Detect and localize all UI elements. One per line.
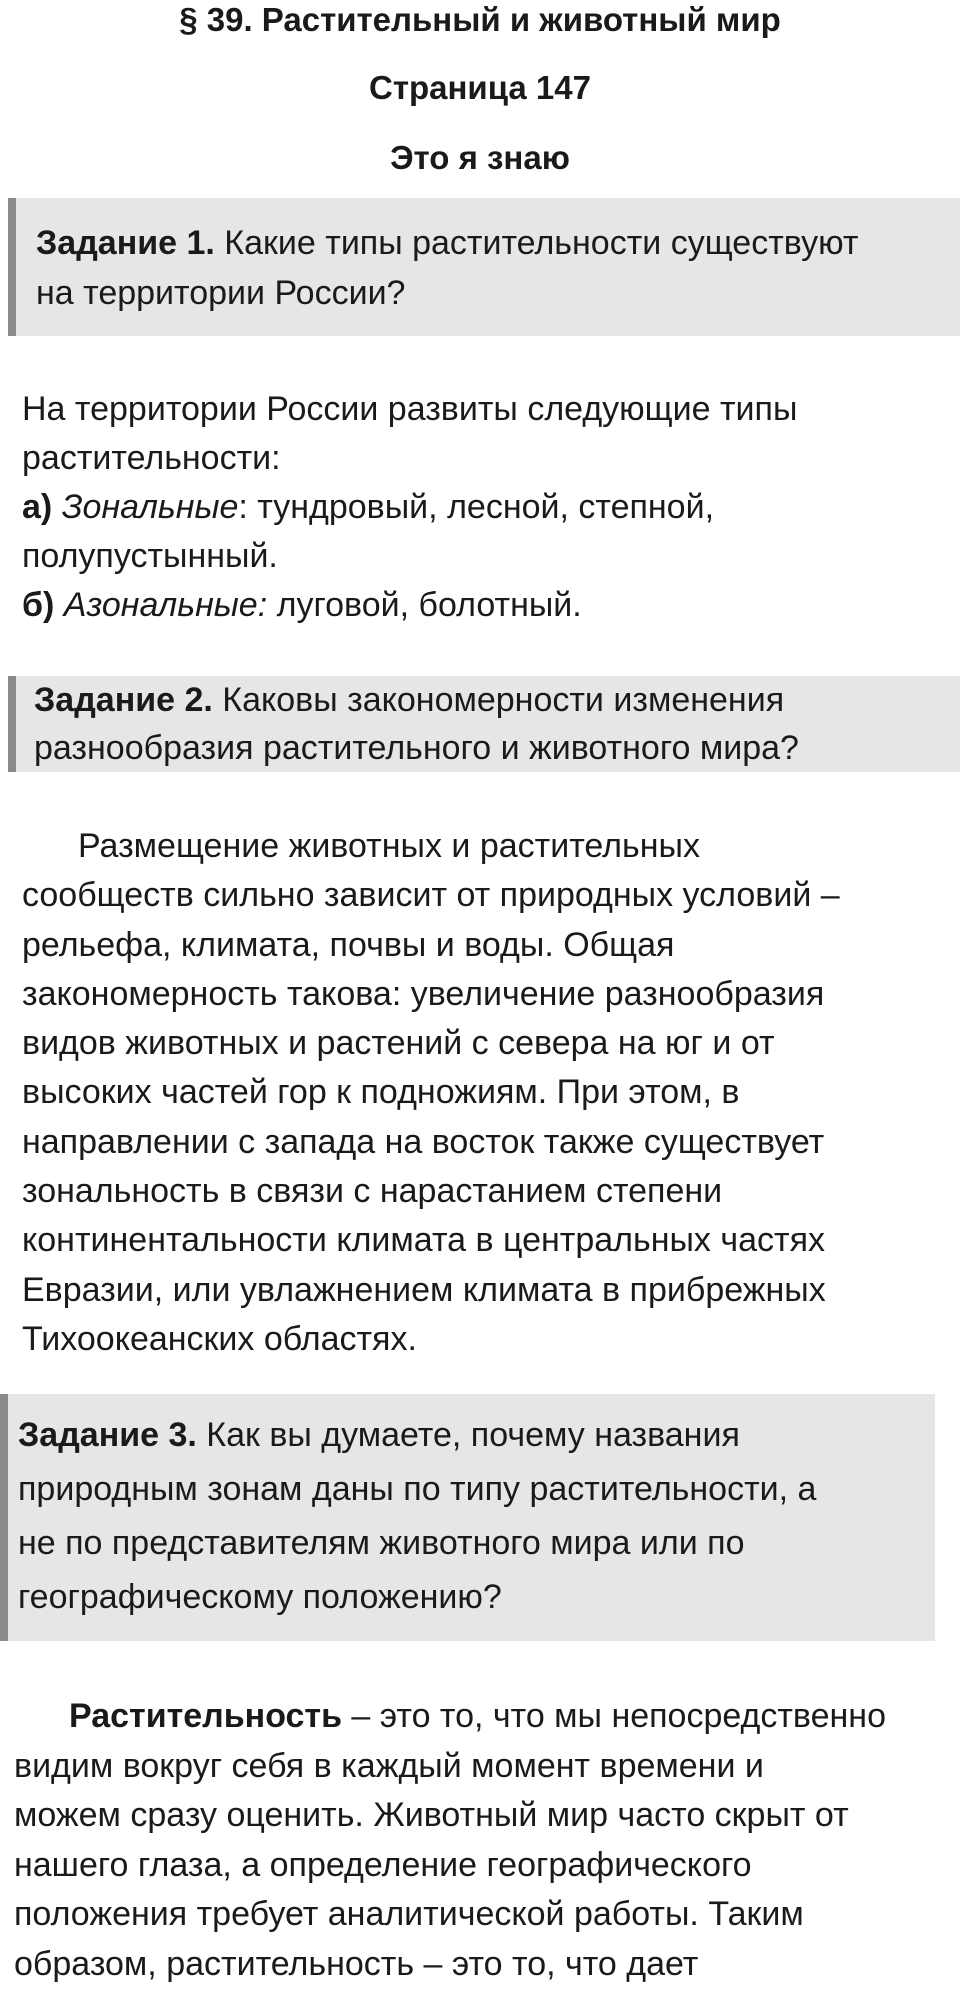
task-1-line-1 [36,218,960,268]
task-1-text-1: Какие типы растительности существуют [214,224,859,262]
task-2-label: Задание 2. [34,681,213,719]
task-3-text-3: не по представителям животного мира или по [18,1524,745,1562]
item-b-term: Азональные: [63,586,268,624]
answer-2-line: рельефа, климата, почвы и воды. Общая [22,925,675,964]
subsection-title: Это я знаю [390,139,570,176]
task-3-text-2: природным зонам даны по типу растительности, а [18,1470,817,1508]
answer-2 [22,822,840,1364]
answer-2-line: направлении с запада на восток также существует [22,1122,825,1161]
answer-1-line-2: растительности: [22,439,281,477]
item-a-rest: : тундровый, лесной, степной, [238,488,715,526]
answer-2-line: Тихоокеанских областях. [22,1319,417,1358]
answer-2-line: Размещение животных и растительных [78,827,700,865]
answer-2-line: сообществ сильно зависит от природных условий – [22,876,840,915]
task-3-text-1: Как вы думаете, почему названия [196,1416,740,1454]
task-3-text-4: географическому положению? [18,1578,502,1616]
answer-3 [14,1692,886,1989]
answer-3-term: Растительность [69,1697,342,1735]
task-3-box [0,1394,935,1641]
answer-1-item-b [22,581,797,630]
answer-1 [22,385,797,630]
answer-3-line: нашего глаза, а определение географического [14,1845,752,1884]
answer-1-item-a-cont: полупустынный. [22,537,278,575]
answer-2-line: видов животных и растений с севера на юг и от [22,1024,775,1063]
task-1-label: Задание 1. [36,224,215,262]
item-a-term: Зональные [61,488,239,526]
item-b-rest: луговой, болотный. [267,586,582,624]
task-3-label: Задание 3. [18,1416,197,1454]
answer-2-line: континентальности климата в центральных частях [22,1221,825,1260]
item-a-marker: а) [22,488,53,526]
task-1-box [8,198,960,336]
task-1-text-2: на территории России? [36,274,406,312]
answer-2-line: высоких частей гор к подножиям. При этом, в [22,1073,740,1112]
answer-2-line: зональность в связи с нарастанием степени [22,1172,723,1211]
task-2-text-2: разнообразия растительного и животного мира? [34,729,799,767]
page-label: Страница 147 [369,69,591,106]
answer-2-line: закономерность такова: увеличение разнообразия [22,974,825,1013]
answer-3-line: образом, растительность – это то, что дает [14,1944,699,1983]
answer-3-line: видим вокруг себя в каждый момент времени и [14,1746,764,1785]
task-3-line-1 [18,1408,935,1462]
answer-3-line-1 [14,1692,886,1742]
task-2-line-1 [34,676,960,724]
task-2-text-1: Каковы закономерности изменения [212,681,785,719]
answer-1-item-a [22,483,797,532]
answer-1-line-1: На территории России развиты следующие типы [22,390,798,428]
answer-3-line: положения требует аналитической работы. Таким [14,1895,804,1933]
task-2-box [8,676,960,772]
answer-2-line: Евразии, или увлажнением климата в прибрежных [22,1270,826,1309]
answer-3-line: можем сразу оценить. Животный мир часто скрыт от [14,1796,849,1834]
item-b-marker: б) [22,586,55,624]
section-title: § 39. Растительный и животный мир [179,1,781,38]
answer-3-rest: – это то, что мы непосредственно [341,1697,886,1735]
